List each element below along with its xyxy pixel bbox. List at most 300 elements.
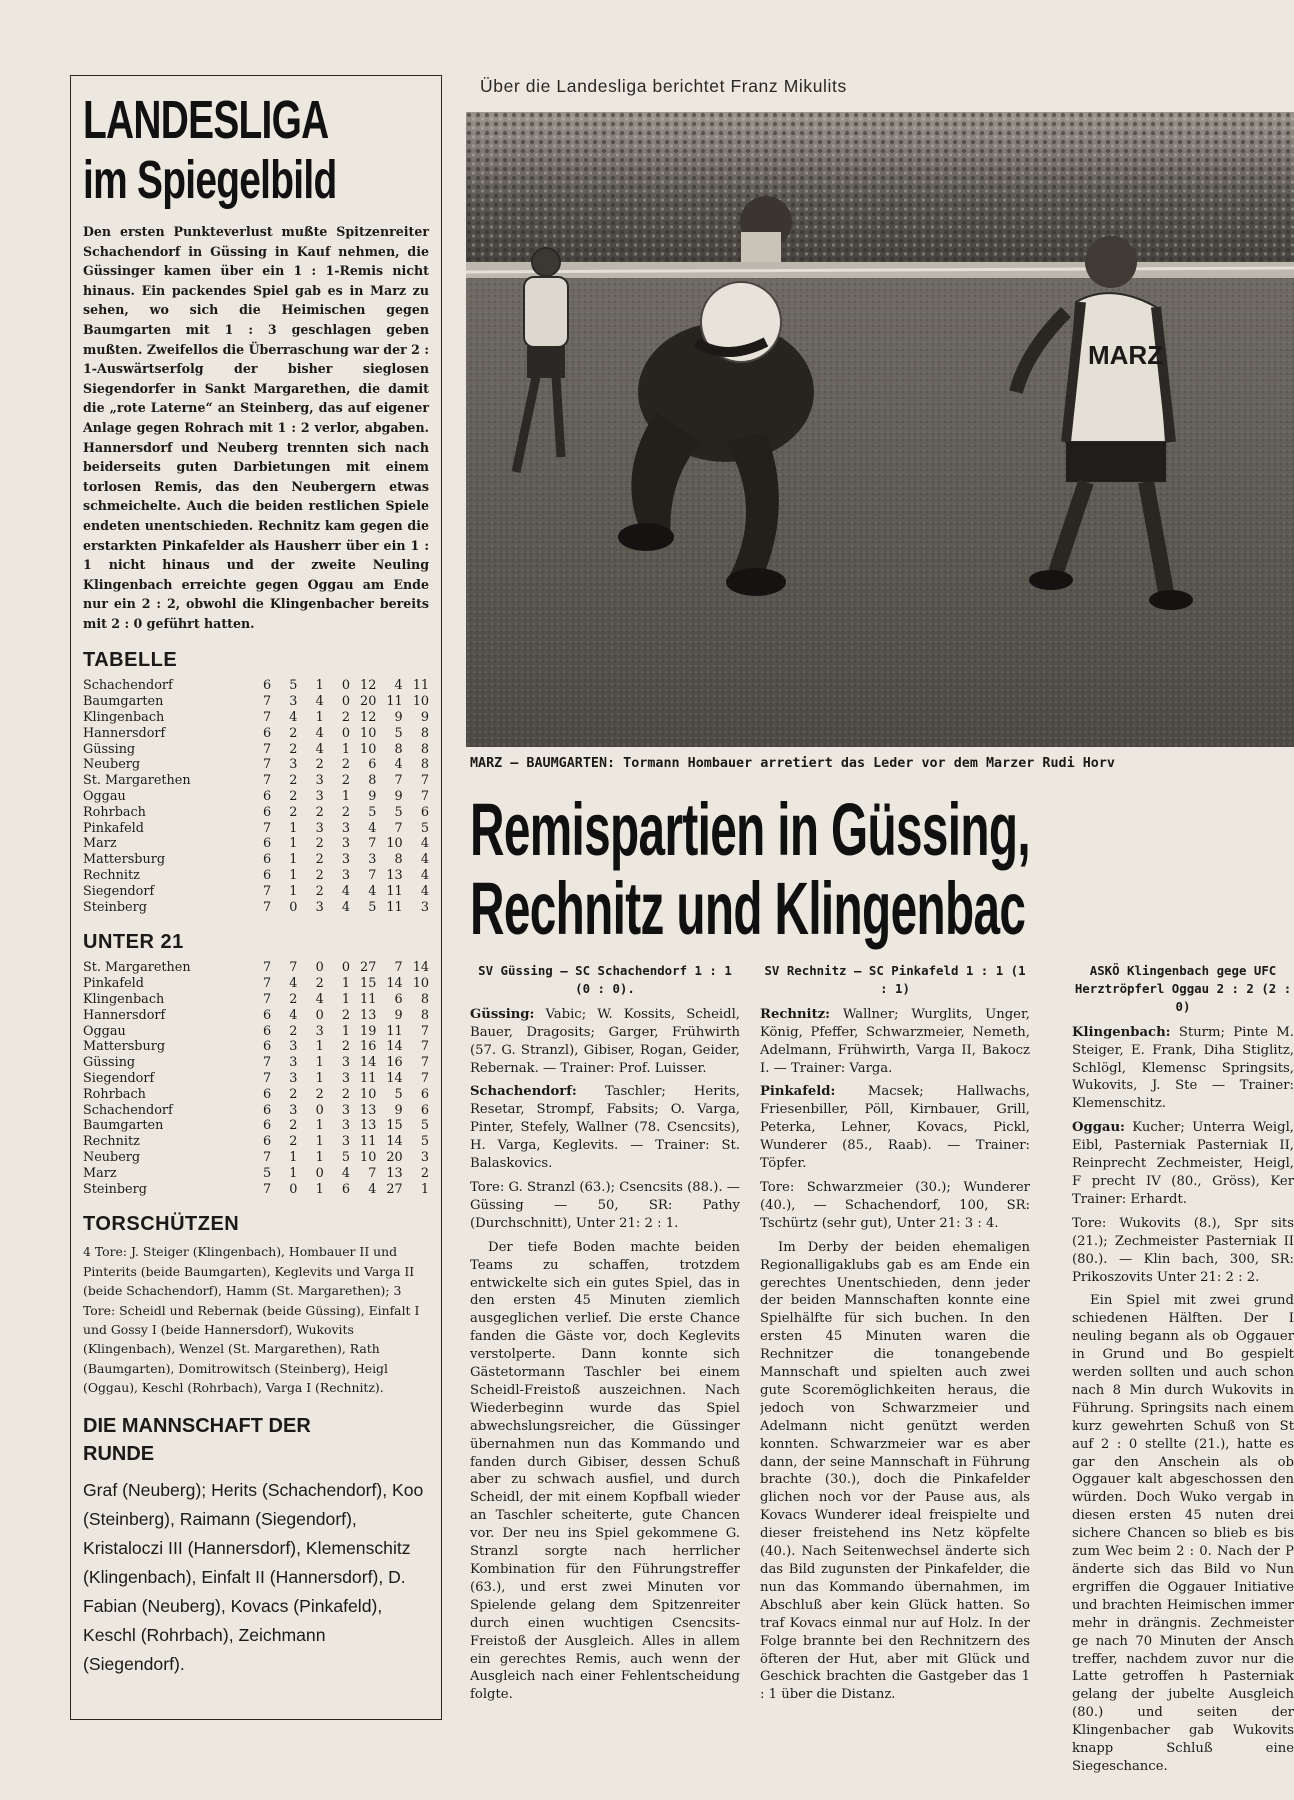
stat-cell: 6	[263, 852, 272, 868]
tabelle-row	[83, 678, 429, 694]
stat-cell: 2	[341, 1086, 351, 1102]
stat-cell: 4	[289, 710, 298, 726]
stat-cell: 0	[341, 694, 351, 710]
photo-caption: MARZ — BAUMGARTEN: Tormann Hombauer arretiert das Leder vor dem Marzer Rudi Horv	[470, 756, 1115, 771]
stat-cell: 2	[315, 868, 324, 884]
match-photo-illustration	[466, 112, 1294, 747]
stat-cell: 9	[394, 789, 403, 805]
tabelle-row	[83, 821, 429, 837]
report-column-rechnitz	[760, 962, 1030, 1710]
stat-cell: 6	[394, 992, 403, 1008]
stat-cell: 11	[412, 678, 429, 694]
team-label: Schachendorf:	[470, 1084, 577, 1100]
stat-cell: 1	[315, 710, 324, 726]
stat-cell: 7	[263, 992, 272, 1008]
main-headline-line2: Rechnitz und Klingenbac	[470, 867, 1026, 950]
team-name: Siegendorf	[83, 883, 155, 899]
stat-cell: 2	[341, 1039, 351, 1055]
stat-cell: 9	[420, 710, 429, 726]
stat-cell: 4	[315, 694, 324, 710]
team-name: Schachendorf	[83, 1102, 173, 1118]
stat-cell: 7	[263, 976, 272, 992]
stat-cell: 7	[263, 1071, 272, 1086]
stat-cell: 20	[386, 1149, 403, 1165]
stat-cell: 1	[315, 1055, 324, 1071]
stat-cell: 7	[263, 710, 272, 726]
team-name: Baumgarten	[83, 694, 164, 710]
tabelle-row	[83, 710, 429, 726]
stat-cell: 4	[394, 678, 403, 694]
stat-cell: 11	[386, 1023, 403, 1039]
stat-cell: 7	[263, 1149, 272, 1165]
stat-cell: 11	[360, 1134, 377, 1150]
stat-cell: 10	[360, 1149, 377, 1165]
stat-cell: 10	[412, 976, 429, 992]
stat-cell: 2	[315, 804, 324, 820]
tabelle-row	[83, 805, 429, 821]
u21-row	[83, 1134, 429, 1150]
goals-line: Tore: Wukovits (8.), Spr sits (21.); Zechmeister Pasterniak II (80.). — Klin bach, 300, SR: Prikoszovits Unter 21: 2 : 2.	[1072, 1215, 1294, 1285]
stat-cell: 5	[394, 804, 403, 820]
stat-cell: 6	[263, 789, 272, 805]
stat-cell: 4	[420, 836, 429, 852]
stat-cell: 3	[341, 852, 351, 868]
lineup-away	[760, 1083, 1030, 1173]
tabelle-row	[83, 742, 429, 758]
stat-cell: 4	[315, 741, 324, 757]
stat-cell: 4	[368, 820, 377, 836]
team-name: Hannersdorf	[83, 1007, 166, 1023]
report-column-klingenbach	[1072, 962, 1294, 1782]
goals-line: Tore: Schwarzmeier (30.); Wunderer (40.), — Schachendorf, 100, SR: Tschürtz (sehr gut), Unter 21: 3 : 4.	[760, 1179, 1030, 1231]
u21-row	[83, 1118, 429, 1134]
stat-cell: 8	[394, 741, 403, 757]
stat-cell: 3	[315, 773, 324, 789]
stat-cell: 8	[394, 852, 403, 868]
stat-cell: 27	[360, 960, 377, 976]
lineup-away	[470, 1083, 740, 1173]
team-label: Klingenbach:	[1072, 1024, 1171, 1040]
stat-cell: 3	[289, 1055, 298, 1071]
stat-cell: 1	[289, 1165, 298, 1181]
stat-cell: 2	[289, 725, 298, 741]
u21-row	[83, 1055, 429, 1071]
match-report: Ein Spiel mit zwei grund schiedenen Hälften. Der I neuling begann als ob Oggauer in Grund und Bo gespielt werden sollten und auch schon nach 8 Min durch Wukovits in Führung. Springsits nach einem kurz gewehrten Schuß von St auf 2 : 0 stellte (21.), hatte es gar den Anschein als ob Oggauer kalt abgeschossen den würden. Doch Wuko vergab in diesen ersten 45 nuten drei sichere Chancen so blieb es bis zum Wec beim 2 : 0. Nach der P änderte sich das Bild vo Nun ergriffen die Oggauer Initiative und brachten Heimischen immer mehr in drängnis. Zechmeister ge nach 70 Minuten der Ansch treffer, nachdem zuvor nur die Latte getroffen h Pasterniak gelang der jubelte Ausgleich (80.) und seiten der Klingenbacher gab Wukovits knapp Schluß eine Siegeschance.	[1072, 1293, 1294, 1774]
stat-cell: 4	[420, 868, 429, 884]
stat-cell: 8	[420, 741, 429, 757]
team-label: Rechnitz:	[760, 1006, 831, 1022]
team-name: Pinkafeld	[83, 976, 144, 992]
team-name: Mattersburg	[83, 852, 166, 868]
stat-cell: 7	[394, 960, 403, 976]
stat-cell: 5	[394, 1086, 403, 1102]
u21-row	[83, 1039, 429, 1055]
stat-cell: 1	[315, 1118, 324, 1134]
stat-cell: 8	[420, 725, 429, 741]
match-report: Der tiefe Boden machte beiden Teams zu schaffen, trotzdem entwickelte sich ein gutes Spiel, das in den ersten 45 Minuten ziemlich ausgeglichen verlief. Die erste Chance fanden die Gäste vor, doch Keglevits verstolperte. Dann konnte sich Gästetormann Taschler bei einem Scheidl-Freistoß auszeichnen. Nach Wiederbeginn wurde das Spiel abwechslungsreicher, die Güssinger übernahmen nun das Kommando und fanden durch Gibiser, dessen Schuß aber zu schwach ausfiel, und durch Scheidl, der mit einem Kopfball wieder an Taschler scheiterte, gute Chancen vor. Der neu ins Spiel gekommene G. Stranzl sorgte nach herrlicher Kombination für den Führungstreffer (63.), und erst zwei Minuten vor Spielende gelang dem Spitzenreiter durch einen wuchtigen Csencsits-Freistoß der Ausgleich. Alles in allem ein gerechtes Remis, auch wenn der Ausgleich nach einer Fehlentscheidung folgte.	[470, 1239, 740, 1703]
stat-cell: 1	[341, 1023, 351, 1039]
stat-cell: 6	[263, 1102, 272, 1118]
stat-cell: 1	[289, 868, 298, 884]
lineup-home	[470, 1006, 740, 1078]
stat-cell: 1	[315, 678, 324, 694]
stat-cell: 4	[315, 725, 324, 741]
team-name: Mattersburg	[83, 1039, 166, 1055]
author-credit: Über die Landesliga berichtet Franz Mikulits	[480, 76, 847, 96]
stat-cell: 1	[315, 1071, 324, 1086]
match-photo	[466, 112, 1294, 747]
stat-cell: 6	[263, 678, 272, 694]
main-headline	[470, 790, 1030, 948]
stat-cell: 1	[341, 992, 351, 1008]
match-heading: SV Rechnitz — SC Pinkafeld 1 : 1 (1 : 1)	[764, 963, 1026, 996]
stat-cell: 2	[289, 1023, 298, 1039]
stat-cell: 5	[394, 725, 403, 741]
stat-cell: 7	[420, 1023, 429, 1039]
stat-cell: 1	[315, 1039, 324, 1055]
team-name: Klingenbach	[83, 992, 165, 1008]
tabelle-row	[83, 900, 429, 916]
stat-cell: 13	[360, 1102, 377, 1118]
stat-cell: 2	[341, 804, 351, 820]
stat-cell: 10	[412, 694, 429, 710]
stat-cell: 2	[315, 976, 324, 992]
stat-cell: 2	[289, 773, 298, 789]
team-name: Oggau	[83, 1023, 126, 1039]
u21-row	[83, 960, 429, 976]
stat-cell: 14	[360, 1055, 377, 1071]
stat-cell: 8	[420, 1007, 429, 1023]
stat-cell: 12	[360, 710, 377, 726]
stat-cell: 19	[360, 1023, 377, 1039]
stat-cell: 8	[420, 757, 429, 773]
team-name: Siegendorf	[83, 1071, 155, 1086]
team-of-round-title-line2: RUNDE	[83, 1442, 155, 1465]
stat-cell: 4	[368, 1181, 377, 1197]
stat-cell: 3	[289, 1102, 298, 1118]
stat-cell: 4	[315, 992, 324, 1008]
stat-cell: 5	[420, 1134, 429, 1150]
stat-cell: 11	[360, 992, 377, 1008]
stat-cell: 3	[341, 836, 351, 852]
stat-cell: 10	[386, 836, 403, 852]
u21-row	[83, 976, 429, 992]
u21-row	[83, 1103, 429, 1119]
stat-cell: 6	[341, 1181, 351, 1197]
stat-cell: 7	[263, 883, 272, 899]
team-name: Schachendorf	[83, 678, 173, 694]
stat-cell: 1	[289, 820, 298, 836]
stat-cell: 3	[341, 1118, 351, 1134]
stat-cell: 0	[341, 960, 351, 976]
stat-cell: 2	[289, 1118, 298, 1134]
team-name: Pinkafeld	[83, 820, 144, 836]
stat-cell: 3	[315, 1023, 324, 1039]
stat-cell: 3	[420, 1149, 429, 1165]
stat-cell: 2	[315, 836, 324, 852]
stat-cell: 6	[263, 1118, 272, 1134]
team-name: Baumgarten	[83, 1118, 164, 1134]
stat-cell: 7	[263, 694, 272, 710]
tabelle-row	[83, 852, 429, 868]
stat-cell: 6	[368, 757, 377, 773]
stat-cell: 6	[263, 1086, 272, 1102]
stat-cell: 3	[341, 1102, 351, 1118]
stat-cell: 6	[263, 836, 272, 852]
team-name: Hannersdorf	[83, 725, 166, 741]
u21-row	[83, 1150, 429, 1166]
stat-cell: 1	[289, 883, 298, 899]
stat-cell: 3	[289, 757, 298, 773]
stat-cell: 2	[341, 773, 351, 789]
tabelle-row	[83, 757, 429, 773]
stat-cell: 1	[341, 741, 351, 757]
stat-cell: 9	[394, 1007, 403, 1023]
tabelle-row	[83, 884, 429, 900]
stat-cell: 4	[368, 883, 377, 899]
team-name: Neuberg	[83, 1149, 141, 1165]
stat-cell: 6	[263, 1023, 272, 1039]
stat-cell: 3	[341, 1134, 351, 1150]
stat-cell: 3	[368, 852, 377, 868]
stat-cell: 7	[368, 868, 377, 884]
stat-cell: 5	[420, 1118, 429, 1134]
scorers-text: 4 Tore: J. Steiger (Klingenbach), Hombauer II und Pinterits (beide Baumgarten), Keglevits und Varga II (beide Schachendorf), Hamm (St. Margarethen); 3 Tore: Scheidl und Rebernak (beide Güssing), Einfalt I und Gossy I (beide Hannersdorf), Wukovits (Klingenbach), Wenzel (St. Margarethen), Rath (Baumgarten), Domitrowitsch (Steinberg), Heigl (Oggau), Keschl (Rohrbach), Varga I (Rechnitz).	[83, 1244, 420, 1396]
team-name: Rohrbach	[83, 1086, 146, 1102]
stat-cell: 7	[263, 741, 272, 757]
scorers-title: TORSCHÜTZEN	[83, 1213, 240, 1236]
team-name: Neuberg	[83, 757, 141, 773]
stat-cell: 7	[263, 1055, 272, 1071]
stat-cell: 9	[368, 789, 377, 805]
stat-cell: 11	[360, 1071, 377, 1086]
stat-cell: 2	[289, 789, 298, 805]
league-intro: Den ersten Punkteverlust mußte Spitzenreiter Schachendorf in Güssing in Kauf nehmen, die Güssinger kamen über ein 1 : 1-Remis nicht hinaus. Ein packendes Spiel gab es in Marz zu sehen, wo sich die Heimischen gegen Baumgarten mit 1 : 3 geschlagen geben mußten. Zweifellos die Überraschung war der 2 : 1-Auswärtserfolg der bisher sieglosen Siegendorfer in Sankt Margarethen, die damit die „rote Laterne“ an Steinberg, das auf eigener Anlage gegen Rohrach mit 1 : 2 verlor, abgaben. Hannersdorf und Neuberg trennten sich nach beiderseits guten Darbietungen mit einem torlosen Remis, das den Neubergern etwas schmeichelte. Auch die beiden restlichen Spiele endeten unentschieden. Rechnitz kam gegen die erstarkten Pinkafelder als Hausherr über ein 1 : 1 nicht hinaus und der zweite Neuling Klingenbach erreichte gegen Oggau am Ende nur ein 2 : 2, obwohl die Klingenbacher bereits mit 2 : 0 geführt hatten.	[83, 224, 429, 631]
stat-cell: 4	[341, 899, 351, 915]
report-column-guessing	[470, 962, 740, 1710]
lineup-text: Sturm; Pinte M. Steiger, E. Frank, Diha Stiglitz, Schlögl, Klemensc Springsits, Wukovits, J. Ste — Trainer: Klemenschitz.	[1072, 1024, 1294, 1112]
team-name: Klingenbach	[83, 710, 165, 726]
stat-cell: 2	[315, 852, 324, 868]
stat-cell: 7	[263, 757, 272, 773]
stat-cell: 6	[263, 868, 272, 884]
stat-cell: 0	[315, 960, 324, 976]
stat-cell: 11	[386, 899, 403, 915]
stat-cell: 3	[341, 820, 351, 836]
u21-row	[83, 992, 429, 1008]
team-name: Steinberg	[83, 899, 147, 915]
stat-cell: 10	[360, 741, 377, 757]
stat-cell: 2	[341, 757, 351, 773]
stat-cell: 7	[420, 789, 429, 805]
stat-cell: 13	[386, 868, 403, 884]
lineup-home	[760, 1006, 1030, 1078]
stat-cell: 13	[360, 1118, 377, 1134]
stat-cell: 15	[360, 976, 377, 992]
stat-cell: 3	[420, 899, 429, 915]
lineup-text: Kucher; Unterra Weigl, Eibl, Pasterniak Pasterniak II, Reinprecht Zechmeister, Heigl, F precht IV (80., Gröss), Ker Trainer: Erhardt.	[1072, 1120, 1294, 1207]
tabelle-row	[83, 694, 429, 710]
stat-cell: 4	[420, 883, 429, 899]
stat-cell: 0	[315, 1165, 324, 1181]
lineup-away	[1072, 1119, 1294, 1209]
stat-cell: 0	[341, 725, 351, 741]
stat-cell: 2	[341, 710, 351, 726]
lineup-text: Vabic; W. Kossits, Scheidl, Bauer, Dragosits; Garger, Frühwirth (57. G. Stranzl), Gibiser, Rogan, Geider, Rebernak. — Trainer: Prof. Luisser.	[470, 1006, 740, 1076]
stat-cell: 14	[386, 1134, 403, 1150]
u21-table	[83, 960, 429, 1197]
stat-cell: 5	[263, 1165, 272, 1181]
stat-cell: 4	[394, 757, 403, 773]
stat-cell: 13	[386, 1165, 403, 1181]
stat-cell: 16	[386, 1055, 403, 1071]
league-headline-line2: im Spiegelbild	[83, 150, 337, 210]
stat-cell: 7	[420, 773, 429, 789]
stat-cell: 8	[420, 992, 429, 1008]
stat-cell: 3	[315, 899, 324, 915]
stat-cell: 1	[420, 1181, 429, 1197]
stat-cell: 7	[263, 773, 272, 789]
lineup-text: Taschler; Herits, Resetar, Strompf, Fabsits; O. Varga, Pinter, Stefely, Wallner (78. Csencsits), H. Varga, Keglevits. — Trainer: St. Balaskovics.	[470, 1084, 740, 1172]
stat-cell: 6	[263, 1007, 272, 1023]
stat-cell: 4	[341, 883, 351, 899]
team-name: Marz	[83, 836, 117, 852]
stat-cell: 0	[289, 899, 298, 915]
standings-table	[83, 678, 429, 915]
stat-cell: 13	[360, 1007, 377, 1023]
stat-cell: 6	[420, 1086, 429, 1102]
stat-cell: 1	[315, 1149, 324, 1165]
stat-cell: 2	[315, 883, 324, 899]
stat-cell: 7	[263, 1181, 272, 1197]
stat-cell: 2	[315, 1086, 324, 1102]
stat-cell: 2	[289, 1134, 298, 1150]
stat-cell: 2	[315, 757, 324, 773]
stat-cell: 14	[386, 1071, 403, 1086]
stat-cell: 7	[263, 960, 272, 976]
stat-cell: 0	[315, 1007, 324, 1023]
match-heading: ASKÖ Klingenbach gege UFC Herztröpferl Oggau 2 : 2 (2 : 0)	[1074, 963, 1292, 1014]
stat-cell: 15	[386, 1118, 403, 1134]
team-of-round-list: Graf (Neuberg); Herits (Schachendorf), Koo (Steinberg), Raimann (Siegendorf), Kristaloczi III (Hannersdorf), Klemenschitz (Klingenbach), Einfalt II (Hannersdorf), D. Fabian (Neuberg), Kovacs (Pinkafeld), Keschl (Rohrbach), Zeichmann (Siegendorf).	[83, 1479, 424, 1674]
team-name: Marz	[83, 1165, 117, 1181]
stat-cell: 16	[360, 1039, 377, 1055]
stat-cell: 1	[289, 852, 298, 868]
stat-cell: 4	[420, 852, 429, 868]
stat-cell: 2	[289, 804, 298, 820]
stat-cell: 1	[315, 1134, 324, 1150]
stat-cell: 3	[315, 789, 324, 805]
lineup-text: Macsek; Hallwachs, Friesenbiller, Pöll, Kirnbauer, Grill, Peterka, Lehner, Kovacs, Pickl, Wunderer (85., Raab). — Trainer: Töpfer.	[760, 1084, 1030, 1172]
stat-cell: 3	[341, 1071, 351, 1086]
match-heading: SV Güssing — SC Schachendorf 1 : 1 (0 : 0).	[478, 963, 732, 996]
stat-cell: 0	[289, 1181, 298, 1197]
stat-cell: 4	[289, 976, 298, 992]
team-name: Rechnitz	[83, 868, 140, 884]
stat-cell: 4	[341, 1165, 351, 1181]
team-label: Güssing:	[470, 1006, 535, 1022]
team-label: Oggau:	[1072, 1120, 1125, 1136]
u21-row	[83, 1166, 429, 1182]
team-label: Pinkafeld:	[760, 1084, 836, 1100]
stat-cell: 7	[420, 1071, 429, 1086]
stat-cell: 2	[289, 1086, 298, 1102]
match-report: Im Derby der beiden ehemaligen Regionalligaklubs gab es am Ende ein gerechtes Unentschieden, denn jeder der beiden Mannschaften konnte eine Spielhälfte für sich buchen. In den ersten 45 Minuten waren die Rechnitzer die tonangebende Mannschaft und spielten auch zwei gute Scoremöglichkeiten heraus, die jedoch von Schwarzmeier und Adelmann nicht genützt werden konnten. Schwarzmeier war es aber dann, der seine Mannschaft in Führung brachte (30.), doch die Pinkafelder glichen noch vor der Pause aus, als Kovacs Wunderer ideal freispielte und dieser freistehend ins Netz köpfelte (40.). Nach Seitenwechsel änderte sich das Bild zugunsten der Pinkafelder, die nun das Kommando übernahmen, im Abschluß aber kein Glück hatten. So traf Kovacs einmal nur auf Holz. In der Folge brannte bei den Rechnitzern des öfteren der Hut, aber mit Glück und Geschick brachten die Gastgeber das 1 : 1 über die Distanz.	[760, 1239, 1030, 1703]
stat-cell: 5	[420, 820, 429, 836]
stat-cell: 7	[263, 820, 272, 836]
stat-cell: 9	[394, 1102, 403, 1118]
stat-cell: 6	[263, 1134, 272, 1150]
stat-cell: 6	[263, 804, 272, 820]
stat-cell: 5	[368, 899, 377, 915]
stat-cell: 12	[360, 678, 377, 694]
u21-row	[83, 1071, 429, 1087]
stat-cell: 7	[394, 773, 403, 789]
stat-cell: 2	[341, 1007, 351, 1023]
stat-cell: 1	[315, 1181, 324, 1197]
stat-cell: 8	[368, 773, 377, 789]
tabelle-row	[83, 789, 429, 805]
team-name: Güssing	[83, 741, 136, 757]
league-headline-line1: LANDESLIGA	[83, 90, 329, 150]
goals-line: Tore: G. Stranzl (63.); Csencsits (88.). — Güssing — 50, SR: Pathy (Durchschnitt), Unter 21: 2 : 1.	[470, 1179, 740, 1231]
stat-cell: 14	[386, 1039, 403, 1055]
stat-cell: 7	[394, 820, 403, 836]
u21-row	[83, 1024, 429, 1040]
stat-cell: 14	[386, 976, 403, 992]
stat-cell: 7	[420, 1055, 429, 1071]
stat-cell: 5	[368, 804, 377, 820]
stat-cell: 5	[289, 678, 298, 694]
jersey-text: MARZ	[1088, 340, 1164, 370]
tabelle-row	[83, 868, 429, 884]
stat-cell: 7	[263, 899, 272, 915]
team-of-round-title-line1: DIE MANNSCHAFT DER	[83, 1414, 311, 1437]
team-name: St. Margarethen	[83, 960, 191, 976]
stat-cell: 11	[386, 694, 403, 710]
main-headline-line1: Remispartien in Güssing,	[470, 788, 1031, 871]
lineup-home	[1072, 1024, 1294, 1114]
stat-cell: 7	[289, 960, 298, 976]
league-overview-box	[70, 75, 442, 1720]
stat-cell: 7	[368, 1165, 377, 1181]
stat-cell: 6	[420, 1102, 429, 1118]
stat-cell: 0	[341, 678, 351, 694]
stat-cell: 1	[341, 976, 351, 992]
stat-cell: 0	[315, 1102, 324, 1118]
team-name: Steinberg	[83, 1181, 147, 1197]
stat-cell: 3	[341, 1055, 351, 1071]
stat-cell: 10	[360, 725, 377, 741]
stat-cell: 9	[394, 710, 403, 726]
team-name: Güssing	[83, 1055, 136, 1071]
stat-cell: 3	[289, 694, 298, 710]
team-name: Rechnitz	[83, 1134, 140, 1150]
stat-cell: 4	[289, 1007, 298, 1023]
lineup-text: Wallner; Wurglits, Unger, König, Pfeffer, Schwarzmeier, Nemeth, Adelmann, Frühwirth, Varga II, Bakocz I. — Trainer: Varga.	[760, 1006, 1030, 1076]
u21-row	[83, 1008, 429, 1024]
stat-cell: 1	[289, 836, 298, 852]
u21-row	[83, 1182, 429, 1198]
u21-title: UNTER 21	[83, 931, 184, 954]
stat-cell: 6	[263, 725, 272, 741]
team-name: St. Margarethen	[83, 773, 191, 789]
team-name: Rohrbach	[83, 804, 146, 820]
stat-cell: 14	[412, 960, 429, 976]
stat-cell: 2	[289, 741, 298, 757]
team-name: Oggau	[83, 789, 126, 805]
stat-cell: 5	[341, 1149, 351, 1165]
